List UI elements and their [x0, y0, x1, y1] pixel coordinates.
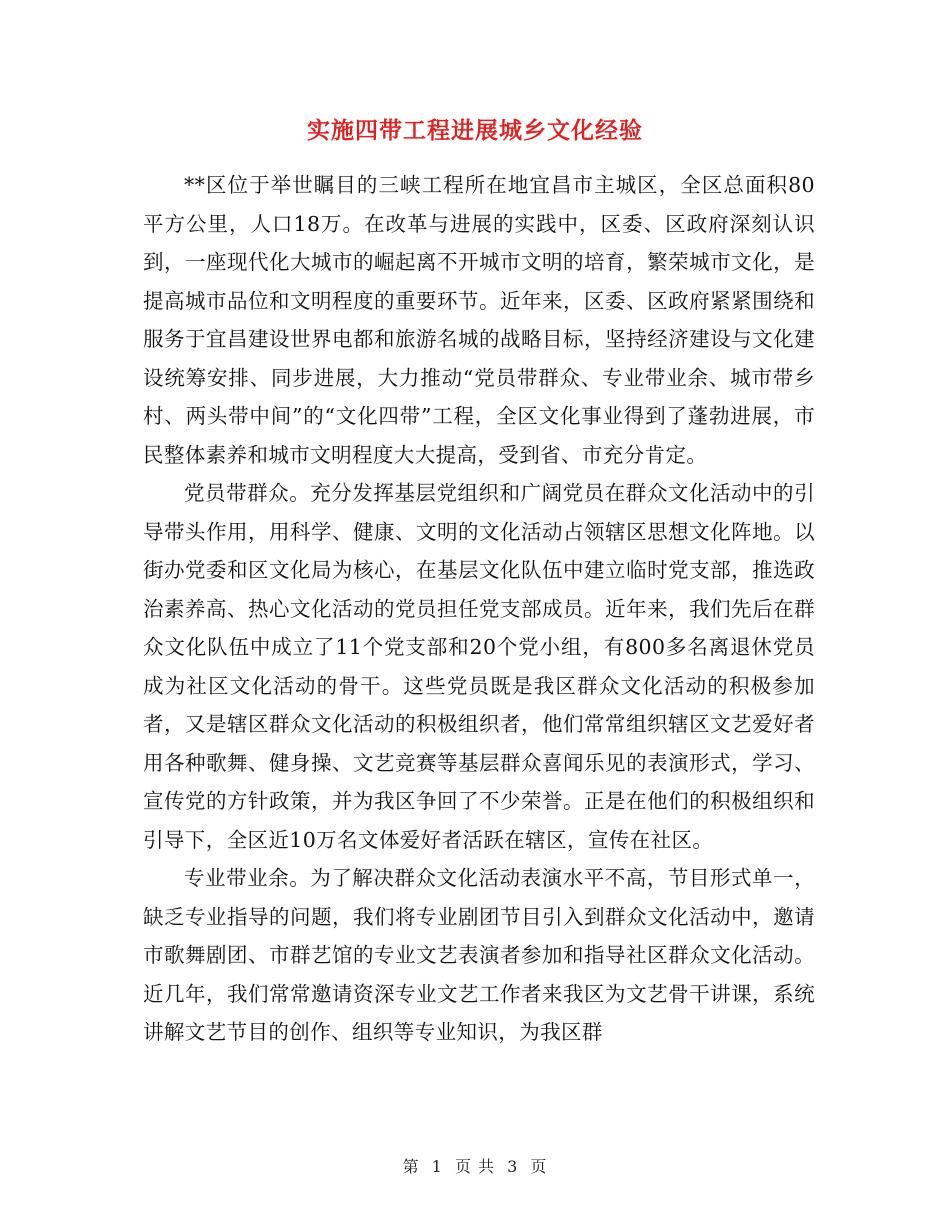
- paragraph-party-members: 党员带群众。充分发挥基层党组织和广阔党员在群众文化活动中的引导带头作用，用科学、健康、文明的文化活动占领辖区思想文化阵地。以街办党委和区文化局为核心，在基层文化队伍中建立临时党支部，推选政治素养高、热心文化活动的党员担任党支部成员。近年来，我们先后在群众文化队伍中成立了11个党支部和20个党小组，有800多名离退休党员成为社区文化活动的骨干。这些党员既是我区群众文化活动的积极参加者，又是辖区群众文化活动的积极组织者，他们常常组织辖区文艺爱好者用各种歌舞、健身操、文艺竞赛等基层群众喜闻乐见的表演形式，学习、宣传党的方针政策，并为我区争回了不少荣誉。正是在他们的积极组织和引导下，全区近10万名文体爱好者活跃在辖区，宣传在社区。: [143, 481, 815, 852]
- page-number-footer: [0, 1154, 950, 1177]
- current-page-number: 1: [431, 1157, 443, 1176]
- document-body: [143, 166, 815, 1052]
- footer-prefix: 第: [402, 1157, 420, 1176]
- footer-middle: 页 共: [454, 1157, 496, 1176]
- footer-suffix: 页: [530, 1157, 548, 1176]
- total-page-count: 3: [507, 1157, 519, 1176]
- paragraph-professional: 专业带业余。为了解决群众文化活动表演水平不高，节目形式单一，缺乏专业指导的问题，我们将专业剧团节目引入到群众文化活动中，邀请市歌舞剧团、市群艺馆的专业文艺表演者参加和指导社区群众文化活动。近几年，我们常常邀请资深专业文艺工作者来我区为文艺骨干讲课，系统讲解文艺节目的创作、组织等专业知识，为我区群: [143, 866, 815, 1044]
- paragraph-intro: **区位于举世瞩目的三峡工程所在地宜昌市主城区，全区总面积80平方公里，人口18万。在改革与进展的实践中，区委、区政府深刻认识到，一座现代化大城市的崛起离不开城市文明的培育，繁荣城市文化，是提高城市品位和文明程度的重要环节。近年来，区委、区政府紧紧围绕和服务于宜昌建设世界电都和旅游名城的战略目标，坚持经济建设与文化建设统筹安排、同步进展，大力推动“党员带群众、专业带业余、城市带乡村、两头带中间”的“文化四带”工程，全区文化事业得到了蓬勃进展，市民整体素养和城市文明程度大大提高，受到省、市充分肯定。: [143, 173, 815, 467]
- document-title: 实施四带工程进展城乡文化经验: [307, 117, 643, 144]
